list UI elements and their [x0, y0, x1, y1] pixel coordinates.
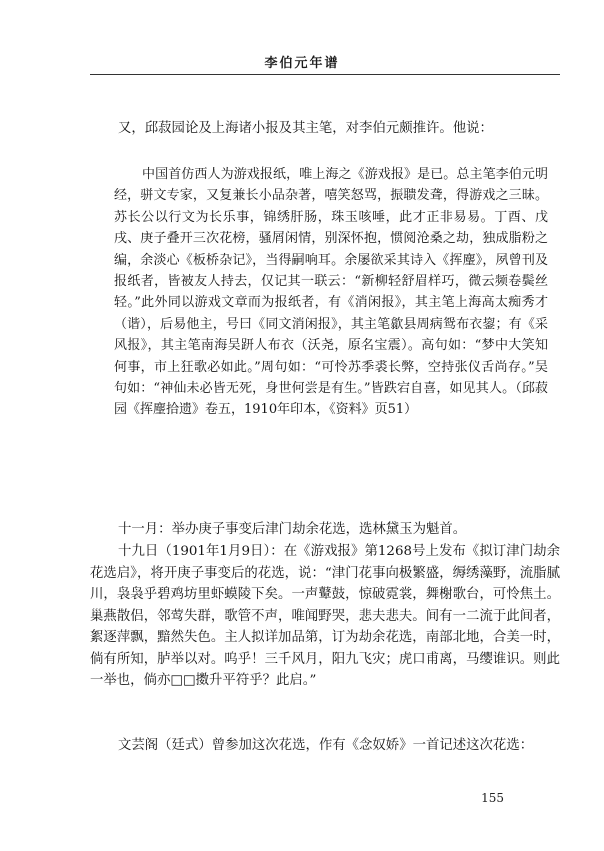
- page-number: 155: [481, 791, 504, 805]
- november-entry: 十一月：举办庚子事变后津门劫余花选，选林黛玉为魁首。: [118, 522, 467, 537]
- header-rule: [90, 74, 560, 75]
- wenyun-paragraph: 文芸阁（廷式）曾参加这次花选，作有《念奴娇》一首记述这次花选：: [118, 738, 534, 753]
- running-head: 李伯元年谱: [264, 56, 340, 71]
- intro-paragraph: 又，邱菽园论及上海诸小报及其主笔，对李伯元颇推许。他说：: [118, 121, 493, 136]
- block-quote: 中国首仿西人为游戏报纸，唯上海之《游戏报》是已。总主笔李伯元明经，骈文专家，又复兼长小品杂著，嘻笑怒骂，振聩发聋，得游戏之三昧。苏长公以行文为长乐事，锦绣肝肠，珠玉咳唾，此才正非易易。丁酉、戊戌、庚子叠开三次花榜，骚屑闲情，别深怀抱，惯阅沧桑之劫，独成脂粉之编，余淡心《板桥杂记》，当得嗣响耳。余屡欲采其诗入《挥麈》，夙曾刊及报纸者，皆被友人持去，仅记其一联云：“新柳轻舒眉样巧，微云频卷鬓丝轻。”此外同以游戏文章而为报纸者，有《消闲报》，其主笔上海高太痴秀才（谐），后易他主，号曰《同文消闲报》，其主笔歙县周病鸳布衣鋆；有《采风报》，其主笔南海吴趼人布衣（沃尧，原名宝震）。高句如：“梦中大笑知何事，市上狂歌必如此。”周句如：“可怜苏季裘长弊，空持张仪舌尚存。”吴句如：“神仙未必皆无死，身世何尝是有生。”皆跌宕自喜，如见其人。（邱菽园《挥麈拾遗》卷五，1910年印本，《资料》页51）: [114, 167, 548, 418]
- nineteenth-entry: 十九日（1901年1月9日）：在《游戏报》第1268号上发布《拟订津门劫余花选启》，将开庚子事变后的花选，说：“津门花事向极繁盛，缛绣藻野，流脂腻川，袅袅乎碧鸡坊里虾蟆陵下矣。一声鼙鼓，惊破霓裳，舞榭歌台，可怜焦土。巢燕散侣，邻莺失群，歌管不声，唯闻野哭，悲夫悲夫。间有一二流于此间者，絮逐萍飘，黯然失色。主人拟详加品第，订为劫余花选，南部北地，合美一时，倘有所知，胪举以对。呜乎！三千风月，阳九飞灾；虎口甫离，马缨谁识。则此一举也，倘亦□□擞升平符乎？此启。”: [90, 544, 560, 688]
